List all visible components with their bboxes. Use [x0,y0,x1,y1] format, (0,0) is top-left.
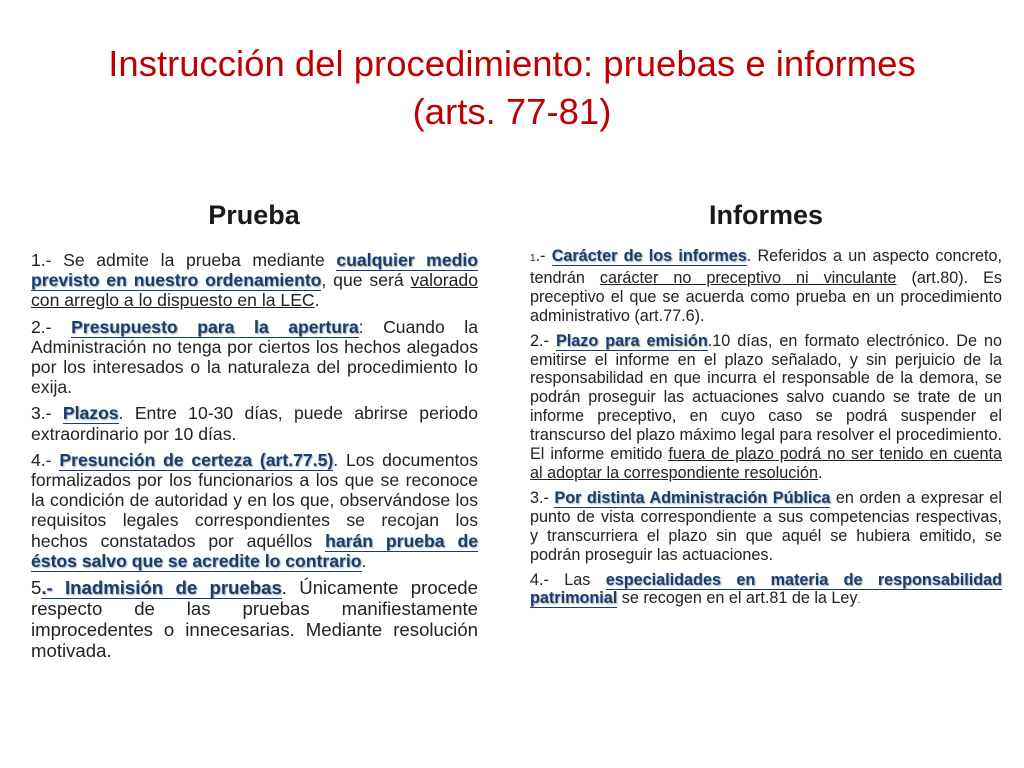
prueba-point-1: 1.- Se admite la prueba mediante cualquier medio previsto en nuestro ordenamiento, que será valorado con arreglo a lo dispuesto en la LEC. [31,250,478,311]
informes-point-2: 2.- Plazo para emisión.10 días, en formato electrónico. De no emitirse el informe en el plazo señalado, y sin perjuicio de la responsabilidad en que incurra el responsable de la demora, se podrán proseguir las actuaciones salvo cuando se trate de un informe preceptivo, en cuyo caso se podrá suspender el transcurso del plazo máximo legal para resolver el procedimiento. El informe emitido fuera de plazo podrá no ser tenido en cuenta al adoptar la correspondiente resolución. [530,331,1003,482]
informes-point-1: 1.- Carácter de los informes. Referidos a un aspecto concreto, tendrán carácter no preceptivo ni vinculante (art.80). Es preceptivo el que se acuerda como prueba en un procedimiento administrativo (art.77.6). [530,247,1002,325]
prueba-point-4: 4.- Presunción de certeza (art.77.5). Los documentos formalizados por los funcionarios a los que se reconoce la condición de autoridad y en los que, observándose los requisitos legales correspondientes se recojan los hechos constatados por aquéllos harán prueba de éstos salvo que se acredite lo contrario. [31,449,478,571]
prueba-point-3: 3.- Plazos. Entre 10-30 días, puede abrirse periodo extraordinario por 10 días. [31,403,478,444]
informes-heading: Informes [708,200,824,230]
prueba-point-2: 2.- Presupuesto para la apertura: Cuando la Administración no tenga por ciertos los hechos alegados por los interesados o la naturaleza del procedimiento lo exija. [31,316,478,398]
informes-column [530,247,1002,617]
prueba-heading: Prueba [208,200,300,230]
prueba-point-5: 5.- Inadmisión de pruebas. Únicamente procede respecto de las pruebas manifiestamente improcedentes o innecesarias. Mediante resolución motivada. [31,577,478,662]
slide-title: Instrucción del procedimiento: pruebas e informes (arts. 77-81) [108,43,916,132]
prueba-column [31,250,478,667]
informes-point-3: 3.- Por distinta Administración Pública en orden a expresar el punto de vista correspondiente a sus competencias respectivas, y transcurriera el plazo sin que aquél se hubiera emitido, se podrán proseguir las actuaciones. [530,488,1002,564]
informes-point-4: 4.- Las especialidades en materia de responsabilidad patrimonial se recogen en el art.81 de la Ley. [530,570,1002,608]
